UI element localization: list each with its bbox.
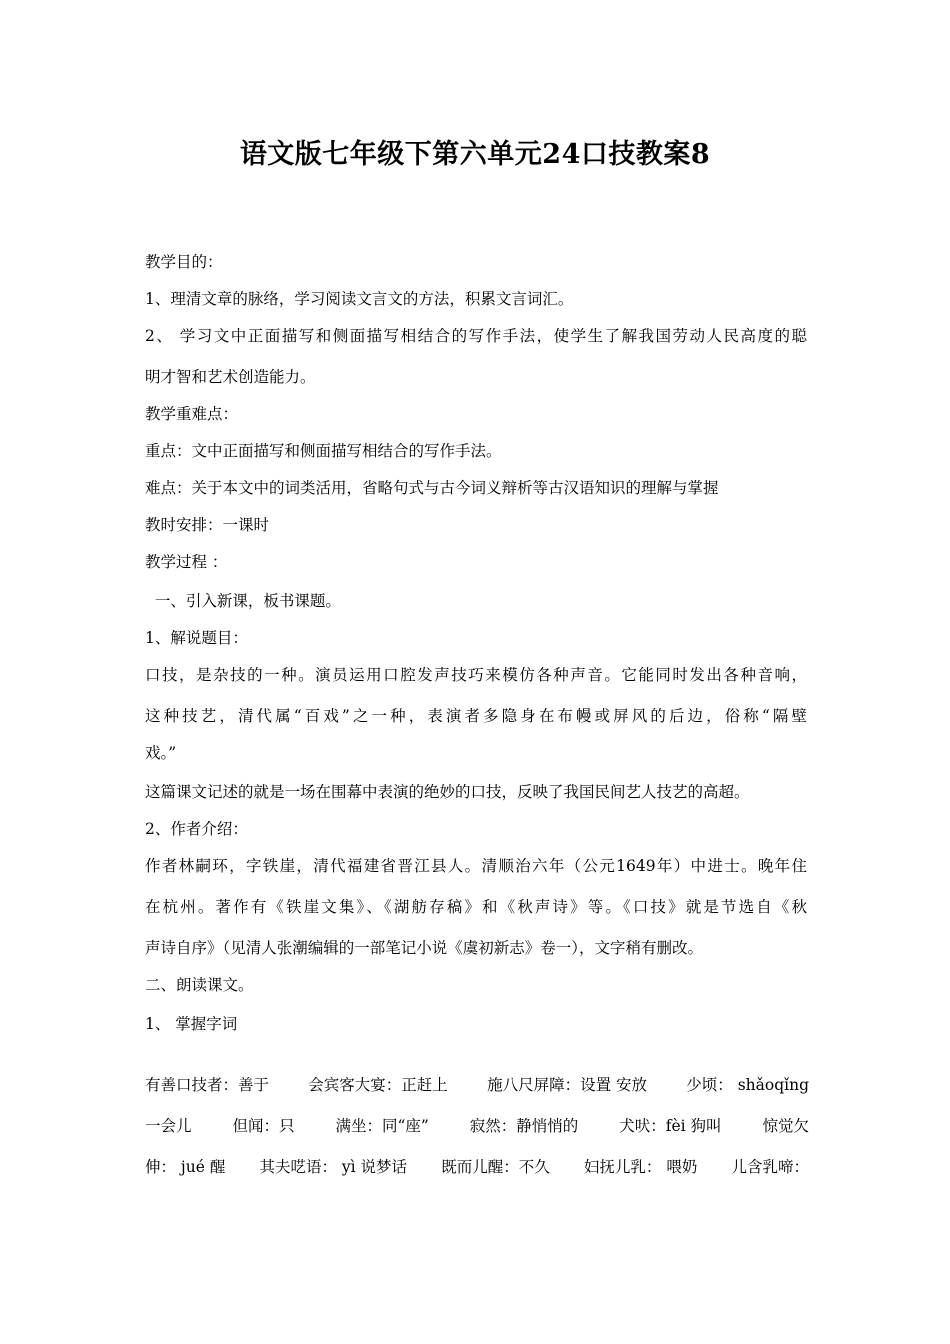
explanation-para-2: 这种技艺，清代属“百戏”之一种，表演者多隐身在布幔或屏风的后边，俗称“隔壁 [145, 707, 807, 725]
step-one: 一、引入新课，板书课题。 [145, 592, 341, 610]
subheading-vocabulary: 1、 掌握字词 [145, 1015, 238, 1033]
key-point: 重点：文中正面描写和侧面描写相结合的写作手法。 [145, 442, 502, 460]
subheading-title-explanation: 1、解说题目： [145, 629, 248, 647]
explanation-para-3: 戏。” [145, 744, 177, 762]
step-two: 二、朗读课文。 [145, 976, 254, 994]
vocab-item: 儿含乳啼： [731, 1158, 809, 1176]
vocab-row [145, 1116, 809, 1136]
document-title: 语文版七年级下第六单元24口技教案8 [239, 139, 711, 170]
vocab-item: 满坐：同“座” [335, 1117, 429, 1135]
vocab-item: 但闻：只 [232, 1117, 295, 1135]
vocab-item: 既而儿醒：不久 [441, 1158, 550, 1176]
vocab-item: 其夫呓语： yì 说梦话 [259, 1158, 408, 1176]
vocab-row [145, 1075, 809, 1095]
difficult-point: 难点：关于本文中的词类活用，省略句式与古今词义辩析等古汉语知识的理解与掌握 [145, 479, 719, 497]
objective-1: 1、理清文章的脉络，学习阅读文言文的方法，积累文言词汇。 [145, 290, 574, 308]
objective-2: 2、 学习文中正面描写和侧面描写相结合的写作手法，使学生了解我国劳动人民高度的聪 [145, 327, 807, 345]
vocab-item: 会宾客大宴：正赶上 [308, 1076, 448, 1094]
section-heading-objectives: 教学目的： [145, 253, 223, 271]
objective-2-cont: 明才智和艺术创造能力。 [145, 368, 316, 386]
vocab-item: 妇抚儿乳： 喂奶 [583, 1158, 698, 1176]
author-para-2: 在杭州。著作有《铁崖文集》、《湖舫存稿》和《秋声诗》等。《口技》就是节选自《秋 [145, 898, 807, 916]
vocab-row [145, 1157, 809, 1177]
author-para-1: 作者林嗣环，字铁崖，清代福建省晋江县人。清顺治六年（公元1649年）中进士。晚年住 [145, 857, 807, 875]
class-hours: 教时安排：一课时 [145, 516, 270, 534]
vocab-item: 惊觉欠 [762, 1117, 809, 1135]
vocab-item: 有善口技者：善于 [145, 1076, 270, 1094]
subheading-author: 2、作者介绍： [145, 820, 248, 838]
author-para-3: 声诗自序》（见清人张潮编辑的一部笔记小说《虞初新志》卷一），文字稍有删改。 [145, 939, 704, 957]
vocab-item: 犬吠：fèi 狗叫 [619, 1117, 722, 1135]
vocab-item: 伸： jué 醒 [145, 1158, 226, 1176]
vocab-item: 施八尺屏障：设置 安放 [487, 1076, 647, 1094]
vocab-item: 寂然：静悄悄的 [469, 1117, 579, 1135]
section-heading-process: 教学过程 ： [145, 553, 228, 571]
vocab-item: 一会儿 [145, 1117, 192, 1135]
section-heading-key-points: 教学重难点： [145, 405, 239, 423]
vocab-item: 少顷： shǎoqǐng [686, 1076, 809, 1094]
explanation-para-1: 口技，是杂技的一种。演员运用口腔发声技巧来模仿各种声音。它能同时发出各种音响， [145, 666, 807, 684]
explanation-summary: 这篇课文记述的就是一场在围幕中表演的绝妙的口技，反映了我国民间艺人技艺的高超。 [145, 783, 750, 801]
